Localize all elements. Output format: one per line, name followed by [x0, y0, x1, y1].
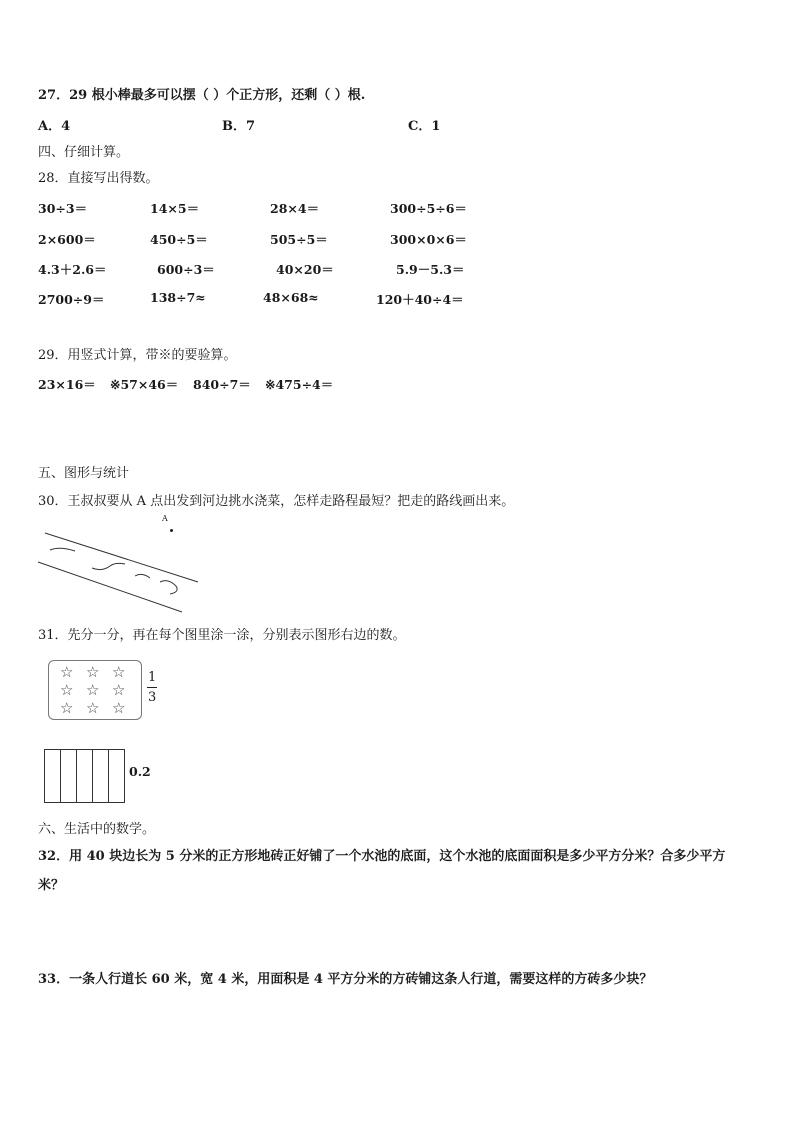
- section-5-heading: 五、图形与统计: [38, 466, 130, 481]
- rect-value-label: 0.2: [129, 764, 151, 779]
- q28-cell: 138÷7≈: [150, 290, 206, 305]
- river-wave: [135, 574, 150, 578]
- q28-cell: 120＋40÷4＝: [376, 292, 464, 307]
- q27-option-b[interactable]: B．7: [222, 119, 256, 134]
- q28-cell: 505÷5＝: [270, 232, 328, 247]
- rect-column[interactable]: [61, 750, 77, 802]
- star-icon: ☆: [112, 699, 126, 717]
- q28-cell: 450÷5＝: [150, 232, 208, 247]
- q29-item: ※57×46＝: [110, 377, 179, 392]
- river-wave: [50, 548, 75, 551]
- q28-cell: 40×20＝: [276, 262, 334, 277]
- rect-column[interactable]: [77, 750, 93, 802]
- q28-cell: 2×600＝: [38, 232, 96, 247]
- fraction-numerator: 1: [148, 670, 157, 685]
- q29-item: ※475÷4＝: [265, 377, 334, 392]
- rect-column[interactable]: [109, 750, 124, 802]
- section-4-heading: 四、仔细计算。: [38, 145, 130, 160]
- star-icon: ☆: [112, 681, 126, 699]
- q28-cell: 300×0×6＝: [390, 232, 467, 247]
- five-part-rectangle[interactable]: [44, 749, 125, 803]
- q29-text: 29．用竖式计算，带※的要验算。: [38, 348, 237, 363]
- q28-cell: 28×4＝: [270, 201, 320, 216]
- q28-cell: 5.9－5.3＝: [396, 262, 465, 277]
- q28-cell: 2700÷9＝: [38, 292, 105, 307]
- q31-text: 31．先分一分，再在每个图里涂一涂，分别表示图形右边的数。: [38, 628, 406, 643]
- star-icon: ☆: [112, 663, 126, 681]
- q28-cell: 300÷5÷6＝: [390, 201, 467, 216]
- fraction-denominator: 3: [148, 690, 157, 705]
- q28-cell: 600÷3＝: [157, 262, 215, 277]
- q28-cell: 4.3＋2.6＝: [38, 262, 107, 277]
- q28-text: 28．直接写出得数。: [38, 171, 159, 186]
- river-diagram: [30, 520, 210, 600]
- q32-line1: 32．用 40 块边长为 5 分米的正方形地砖正好铺了一个水池的底面，这个水池的底面面积是多少平方分米？合多少平方: [38, 849, 726, 864]
- q33-text: 33．一条人行道长 60 米，宽 4 米，用面积是 4 平方分米的方砖铺这条人行道，需要这样的方砖多少块？: [38, 972, 653, 987]
- q27-text: 27．29 根小棒最多可以摆（ ）个正方形，还剩（ ）根.: [38, 88, 366, 103]
- section-6-heading: 六、生活中的数学。: [38, 822, 156, 837]
- q28-cell: 48×68≈: [263, 290, 319, 305]
- star-icon: ☆: [60, 699, 74, 717]
- q28-cell: 30÷3＝: [38, 201, 88, 216]
- star-icon: ☆: [60, 681, 74, 699]
- rect-column[interactable]: [93, 750, 109, 802]
- q30-text: 30．王叔叔要从 A 点出发到河边挑水浇菜，怎样走路程最短？把走的路线画出来。: [38, 494, 515, 509]
- q27-option-a[interactable]: A．4: [38, 119, 71, 134]
- q32-line2: 米？: [38, 878, 65, 893]
- q29-item: 840÷7＝: [193, 377, 251, 392]
- q29-item: 23×16＝: [38, 377, 96, 392]
- star-icon: ☆: [86, 663, 100, 681]
- river-wave: [160, 581, 177, 594]
- star-icon: ☆: [86, 699, 100, 717]
- rect-column[interactable]: [45, 750, 61, 802]
- star-icon: ☆: [86, 681, 100, 699]
- q28-cell: 14×5＝: [150, 201, 200, 216]
- star-icon: ☆: [60, 663, 74, 681]
- point-a-label: A: [162, 514, 168, 523]
- river-bank-top: [45, 533, 198, 582]
- fraction-bar: [147, 687, 157, 688]
- q27-option-c[interactable]: C．1: [408, 119, 441, 134]
- river-wave: [92, 563, 125, 569]
